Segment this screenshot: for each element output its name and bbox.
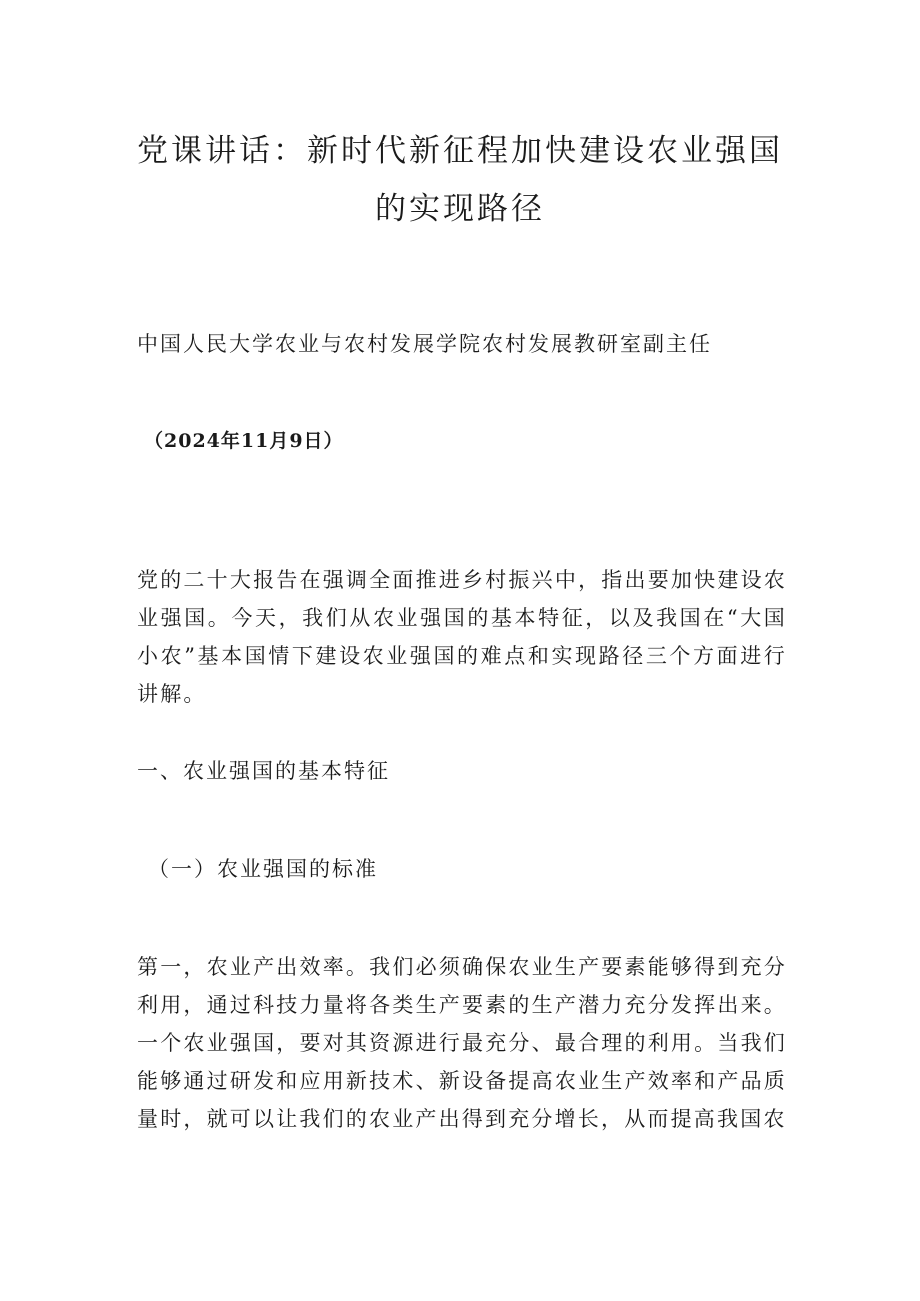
subsection-heading: （一）农业强国的标准 [148, 857, 378, 881]
document-date: （2024年11月9日） [144, 430, 344, 452]
intro-paragraph: 党的二十大报告在强调全面推进乡村振兴中，指出要加快建设农业强国。今天，我们从农业强国的基本特征，以及我国在“大国小农”基本国情下建设农业强国的难点和实现路径三个方面进行讲解。 [137, 568, 787, 706]
author-affiliation: 中国人民大学农业与农村发展学院农村发展教研室副主任 [137, 332, 712, 356]
document-title [0, 122, 920, 238]
section-heading: 一、农业强国的基本特征 [137, 759, 390, 783]
title-line-2: 的实现路径 [375, 191, 545, 227]
body-paragraph: 第一，农业产出效率。我们必须确保农业生产要素能够得到充分利用，通过科技力量将各类生产要素的生产潜力充分发挥出来。一个农业强国，要对其资源进行最充分、最合理的利用。当我们能够通过研发和应用新技术、新设备提高农业生产效率和产品质量时，就可以让我们的农业产出得到充分增长，从而提高我国农 [137, 955, 787, 1131]
title-line-1: 党课讲话：新时代新征程加快建设农业强国 [137, 133, 783, 169]
